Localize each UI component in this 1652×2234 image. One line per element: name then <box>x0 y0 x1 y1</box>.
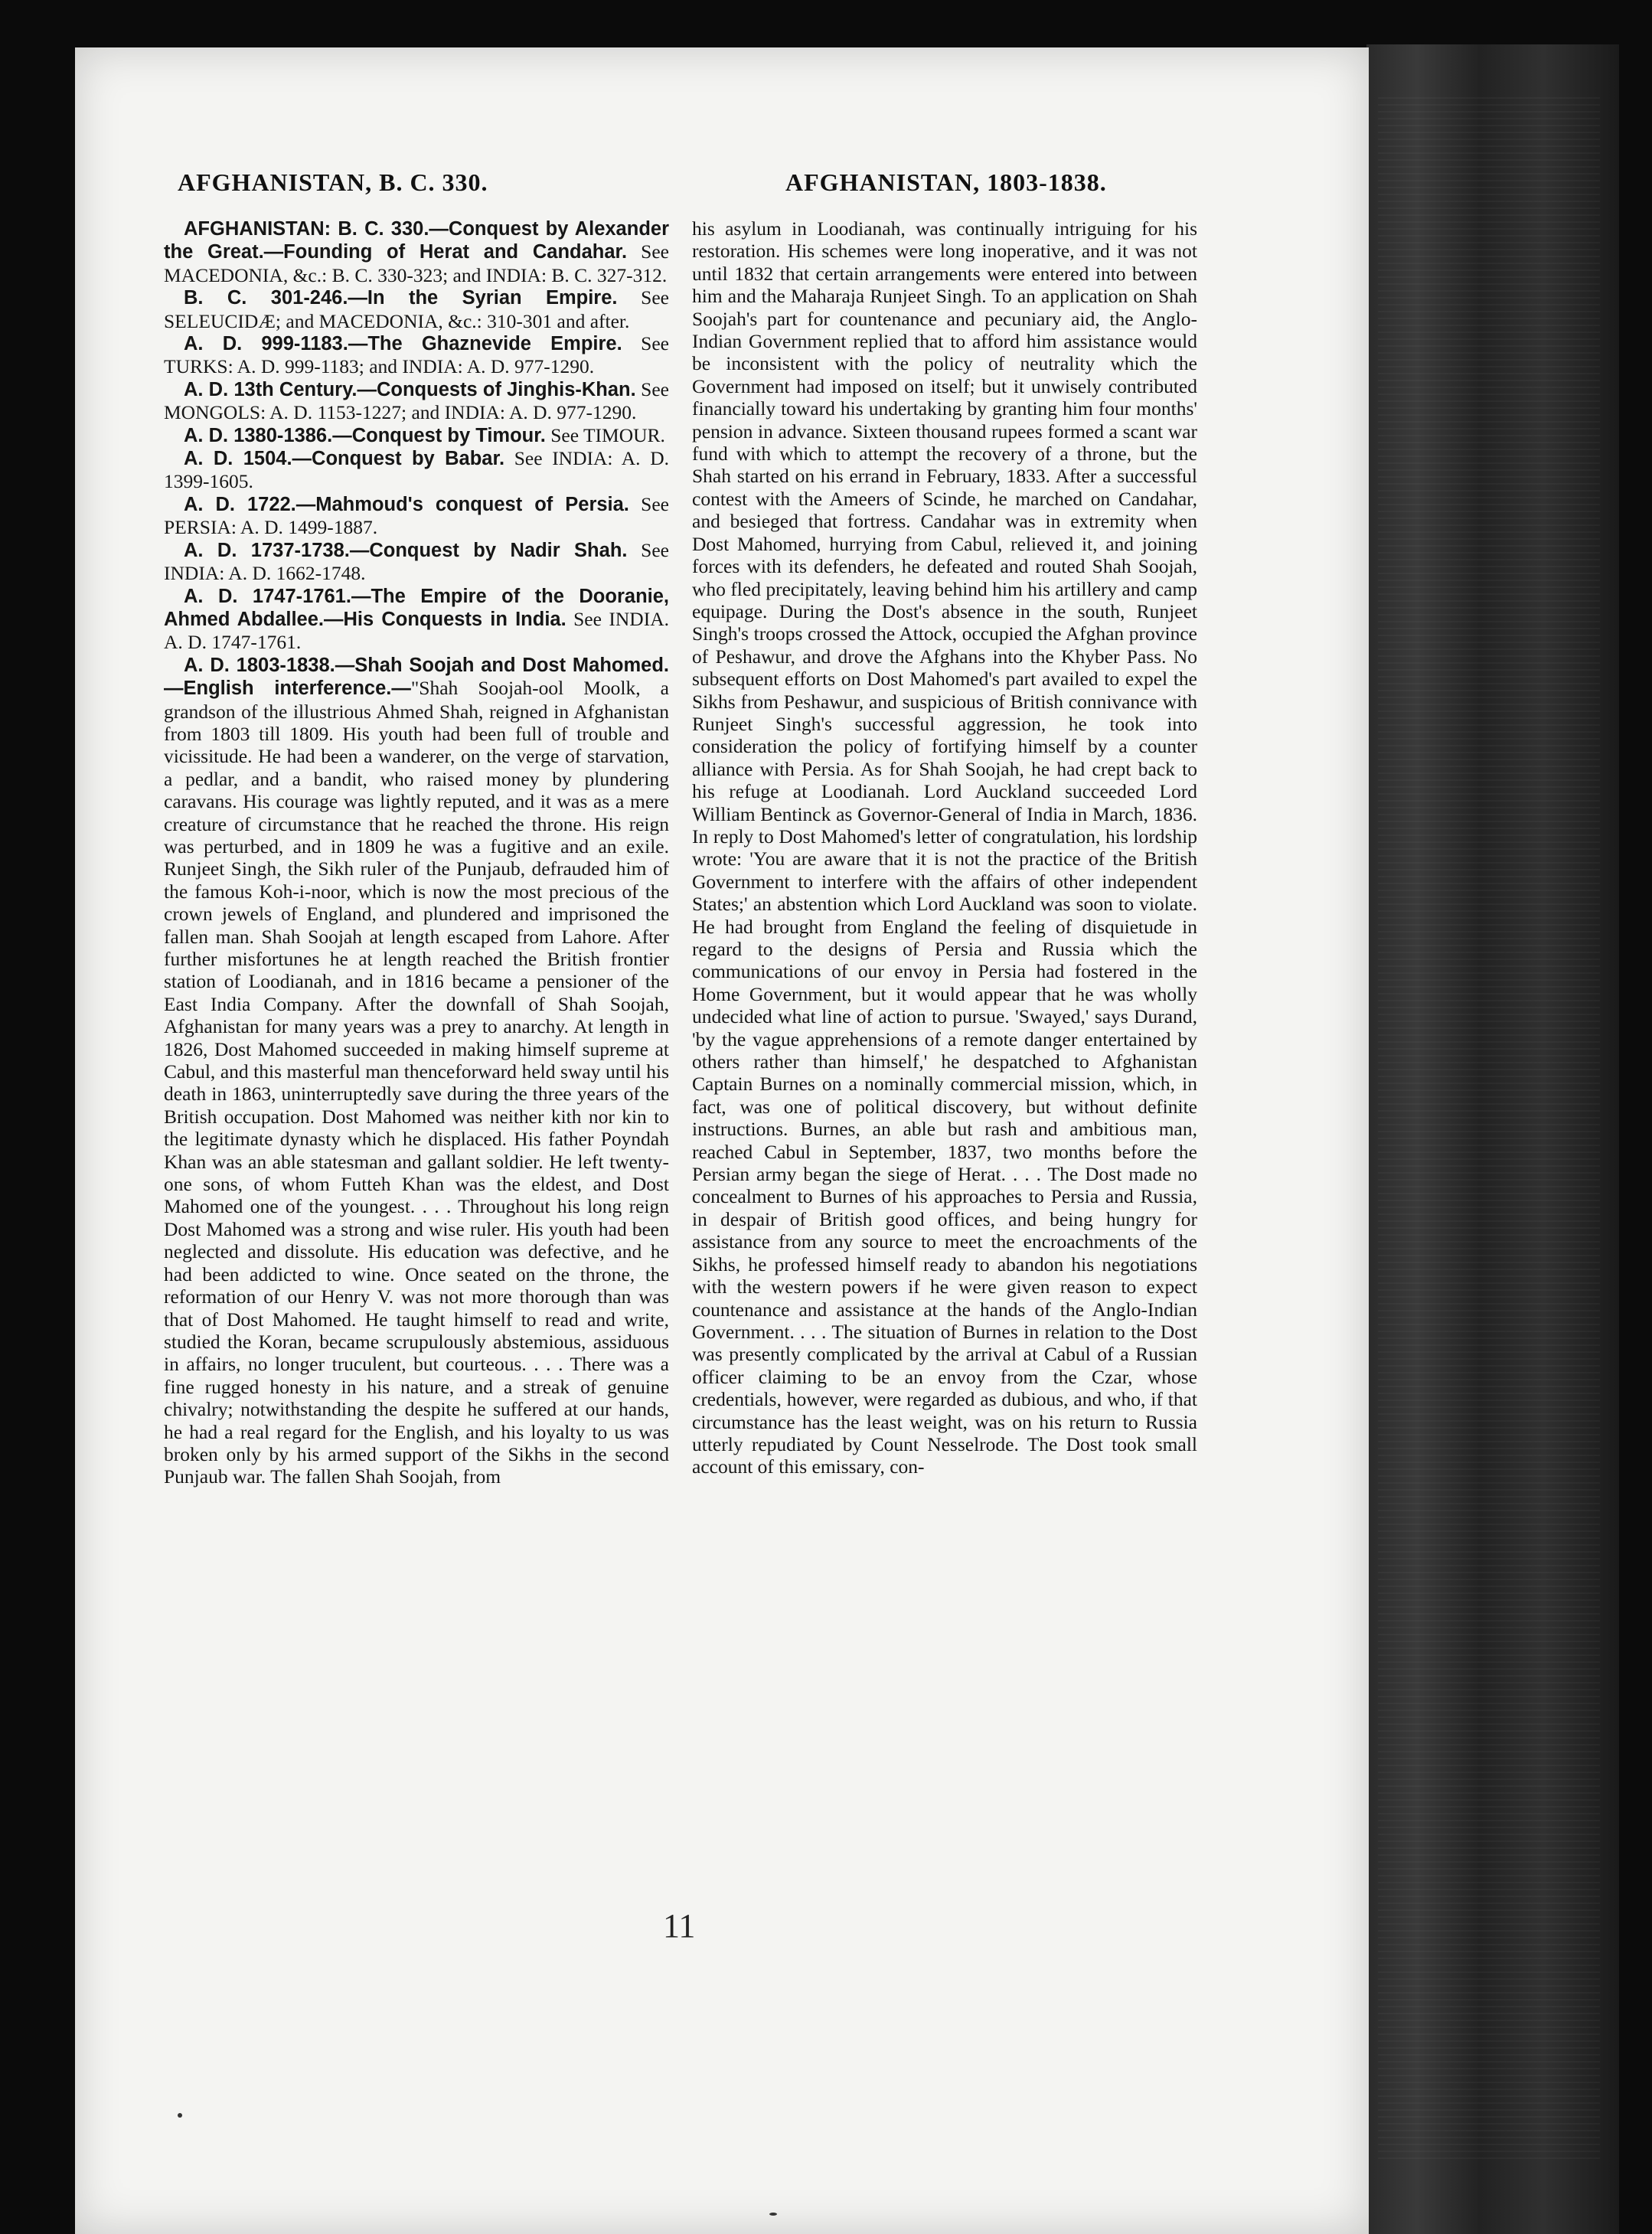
left-column <box>164 217 669 1488</box>
entry-paragraph <box>164 447 669 493</box>
entry-body: See INDIA: A. D. 1662-1748. <box>164 538 669 585</box>
entry-heading: A. D. 13th Century.—Conquests of Jinghis-Khan. <box>184 378 636 400</box>
print-speck <box>769 2213 777 2216</box>
entry-heading: A. D. 1504.—Conquest by Babar. <box>184 448 505 470</box>
entry-heading: A. D. 1803-1838.—Shah Soojah and Dost Mahomed.—English interference.— <box>164 654 669 700</box>
entry-paragraph <box>164 217 669 286</box>
entry-paragraph <box>164 654 669 1488</box>
right-column <box>692 217 1197 1478</box>
entry-paragraph <box>164 286 669 332</box>
entry-heading: AFGHANISTAN: B. C. 330.—Conquest by Alexander the Great.—Founding of Herat and Candahar. <box>164 218 669 263</box>
entry-paragraph <box>164 332 669 378</box>
entry-heading: A. D. 1737-1738.—Conquest by Nadir Shah. <box>184 539 628 561</box>
entry-body: See SELEUCIDÆ; and MACEDONIA, &c.: 310-301 and after. <box>164 286 669 332</box>
entry-paragraph <box>164 539 669 585</box>
entry-heading: A. D. 1747-1761.—The Empire of the Dooranie, Ahmed Abdallee.—His Conquests in India. <box>164 585 669 630</box>
running-head-left: AFGHANISTAN, B. C. 330. <box>178 168 488 196</box>
entry-paragraph <box>164 493 669 539</box>
entry-body: See MACEDONIA, &c.: B. C. 330-323; and INDIA: B. C. 327-312. <box>164 240 669 286</box>
book-spine-texture <box>1378 92 1600 2159</box>
running-head-right: AFGHANISTAN, 1803-1838. <box>785 168 1107 196</box>
entry-heading: B. C. 301-246.—In the Syrian Empire. <box>184 287 618 309</box>
entry-body: See INDIA. A. D. 1747-1761. <box>164 607 669 654</box>
entry-body: See TURKS: A. D. 999-1183; and INDIA: A. D. 977-1290. <box>164 332 669 378</box>
entry-body: See MONGOLS: A. D. 1153-1227; and INDIA: A. D. 977-1290. <box>164 377 669 424</box>
entry-body: See INDIA: A. D. 1399-1605. <box>164 447 669 493</box>
entry-heading: A. D. 1722.—Mahmoud's conquest of Persia. <box>184 493 629 515</box>
entry-paragraph <box>164 585 669 654</box>
entry-body: See TIMOUR. <box>545 423 665 446</box>
continued-paragraph: his asylum in Loodianah, was continually intriguing for his restoration. His schemes were long inoperative, and it was not until 1832 that certain arrangements were entered into between him and the Maharaja Runjeet Singh. To an application on Shah Soojah's part for countenance and pecuniary aid, the Anglo-Indian Government replied that to afford him assistance would be inconsistent with the policy of neutrality which the Government had imposed on itself; but it unwisely contributed financially toward his undertaking by granting him four months' pension in advance. Sixteen thousand rupees formed a scant war fund with which to attempt the recovery of a throne, but the Shah started on his errand in February, 1833. After a successful contest with the Ameers of Scinde, he marched on Candahar, and besieged that fortress. Candahar was in extremity when Dost Mahomed, hurrying from Cabul, relieved it, and joining forces with its defenders, he defeated and routed Shah Soojah, who fled precipitately, leaving behind him his artillery and camp equipage. During the Dost's absence in the south, Runjeet Singh's troops crossed the Attock, occupied the Afghan province of Peshawur, and drove the Afghans into the Khyber Pass. No subsequent efforts on Dost Mahomed's part availed to expel the Sikhs from Peshawur, and suspicious of British connivance with Runjeet Singh's successful aggression, he took into consideration the policy of fortifying himself by a counter alliance with Persia. As for Shah Soojah, he had crept back to his refuge at Loodianah. Lord Auckland succeeded Lord William Bentinck as Governor-General of India in March, 1836. In reply to Dost Mahomed's letter of congratulation, his lordship wrote: 'You are aware that it is not the practice of the British Government to interfere with the affairs of other independent States;' an abstention which Lord Auckland was soon to violate. He had brought from England the feeling of disquietude in regard to the designs of Persia and Russia which the communications of our envoy in Persia had fostered in the Home Government, but it would appear that he was wholly undecided what line of action to pursue. 'Swayed,' says Durand, 'by the vague apprehensions of a remote danger entertained by others rather than himself,' he despatched to Afghanistan Captain Burnes on a nominally commercial mission, which, in fact, was one of political discovery, but without definite instructions. Burnes, an able but rash and ambitious man, reached Cabul in September, 1837, two months before the Persian army began the siege of Herat. . . . The Dost made no concealment to Burnes of his approaches to Persia and Russia, in despair of British good offices, and being hungry for assistance from any source to meet the encroachments of the Sikhs, he professed himself ready to abandon his negotiations with the western powers if he were given reason to expect countenance and assistance at the hands of the Anglo-Indian Government. . . . The situation of Burnes in relation to the Dost was presently complicated by the arrival at Cabul of a Russian officer claiming to be an envoy from the Czar, whose credentials, however, were regarded as dubious, and who, if that circumstance has the least weight, was on his return to Russia utterly repudiated by Count Nesselrode. The Dost took small account of this emissary, con- <box>692 217 1197 1478</box>
entry-heading: A. D. 999-1183.—The Ghaznevide Empire. <box>184 333 622 355</box>
entry-heading: A. D. 1380-1386.—Conquest by Timour. <box>184 424 546 446</box>
entry-body: See PERSIA: A. D. 1499-1887. <box>164 492 669 539</box>
entry-paragraph <box>164 424 669 447</box>
entry-paragraph <box>164 378 669 424</box>
page-number: 11 <box>663 1907 696 1945</box>
print-speck <box>178 2113 182 2118</box>
entry-body: "Shah Soojah-ool Moolk, a grandson of the illustrious Ahmed Shah, reigned in Afghanistan from 1803 till 1809. His youth had been full of trouble and vicissitude. He had been a wanderer, on the verge of starvation, a pedlar, and a bandit, who raised money by plundering caravans. His courage was lightly reputed, and it was as a mere creature of circumstance that he reached the throne. His reign was perturbed, and in 1809 he was a fugitive and an exile. Runjeet Singh, the Sikh ruler of the Punjaub, defrauded him of the famous Koh-i-noor, which is now the most precious of the crown jewels of England, and plundered and imprisoned the fallen man. Shah Soojah at length escaped from Lahore. After further misfortunes he at length reached the British frontier station of Loodianah, and in 1816 became a pensioner of the East India Company. After the downfall of Shah Soojah, Afghanistan for many years was a prey to anarchy. At length in 1826, Dost Mahomed succeeded in making himself supreme at Cabul, and this masterful man thenceforward held sway until his death in 1863, uninterruptedly save during the three years of the British occupation. Dost Mahomed was neither kith nor kin to the legitimate dynasty which he displaced. His father Poyndah Khan was an able statesman and gallant soldier. He left twenty-one sons, of whom Futteh Khan was the eldest, and Dost Mahomed one of the youngest. . . . Throughout his long reign Dost Mahomed was a strong and wise ruler. His youth had been neglected and dissolute. His education was defective, and he had been addicted to wine. Once seated on the throne, the reformation of our Henry V. was not more thorough than was that of Dost Mahomed. He taught himself to read and write, studied the Koran, became scrupulously abstemious, assiduous in affairs, no longer truculent, but courteous. . . . There was a fine rugged honesty in his nature, and a streak of genuine chivalry; notwithstanding the despite he suffered at our hands, he had a real regard for the English, and his loyalty to us was broken only by his armed support of the Sikhs in the second Punjaub war. The fallen Shah Soojah, from <box>164 677 669 1488</box>
